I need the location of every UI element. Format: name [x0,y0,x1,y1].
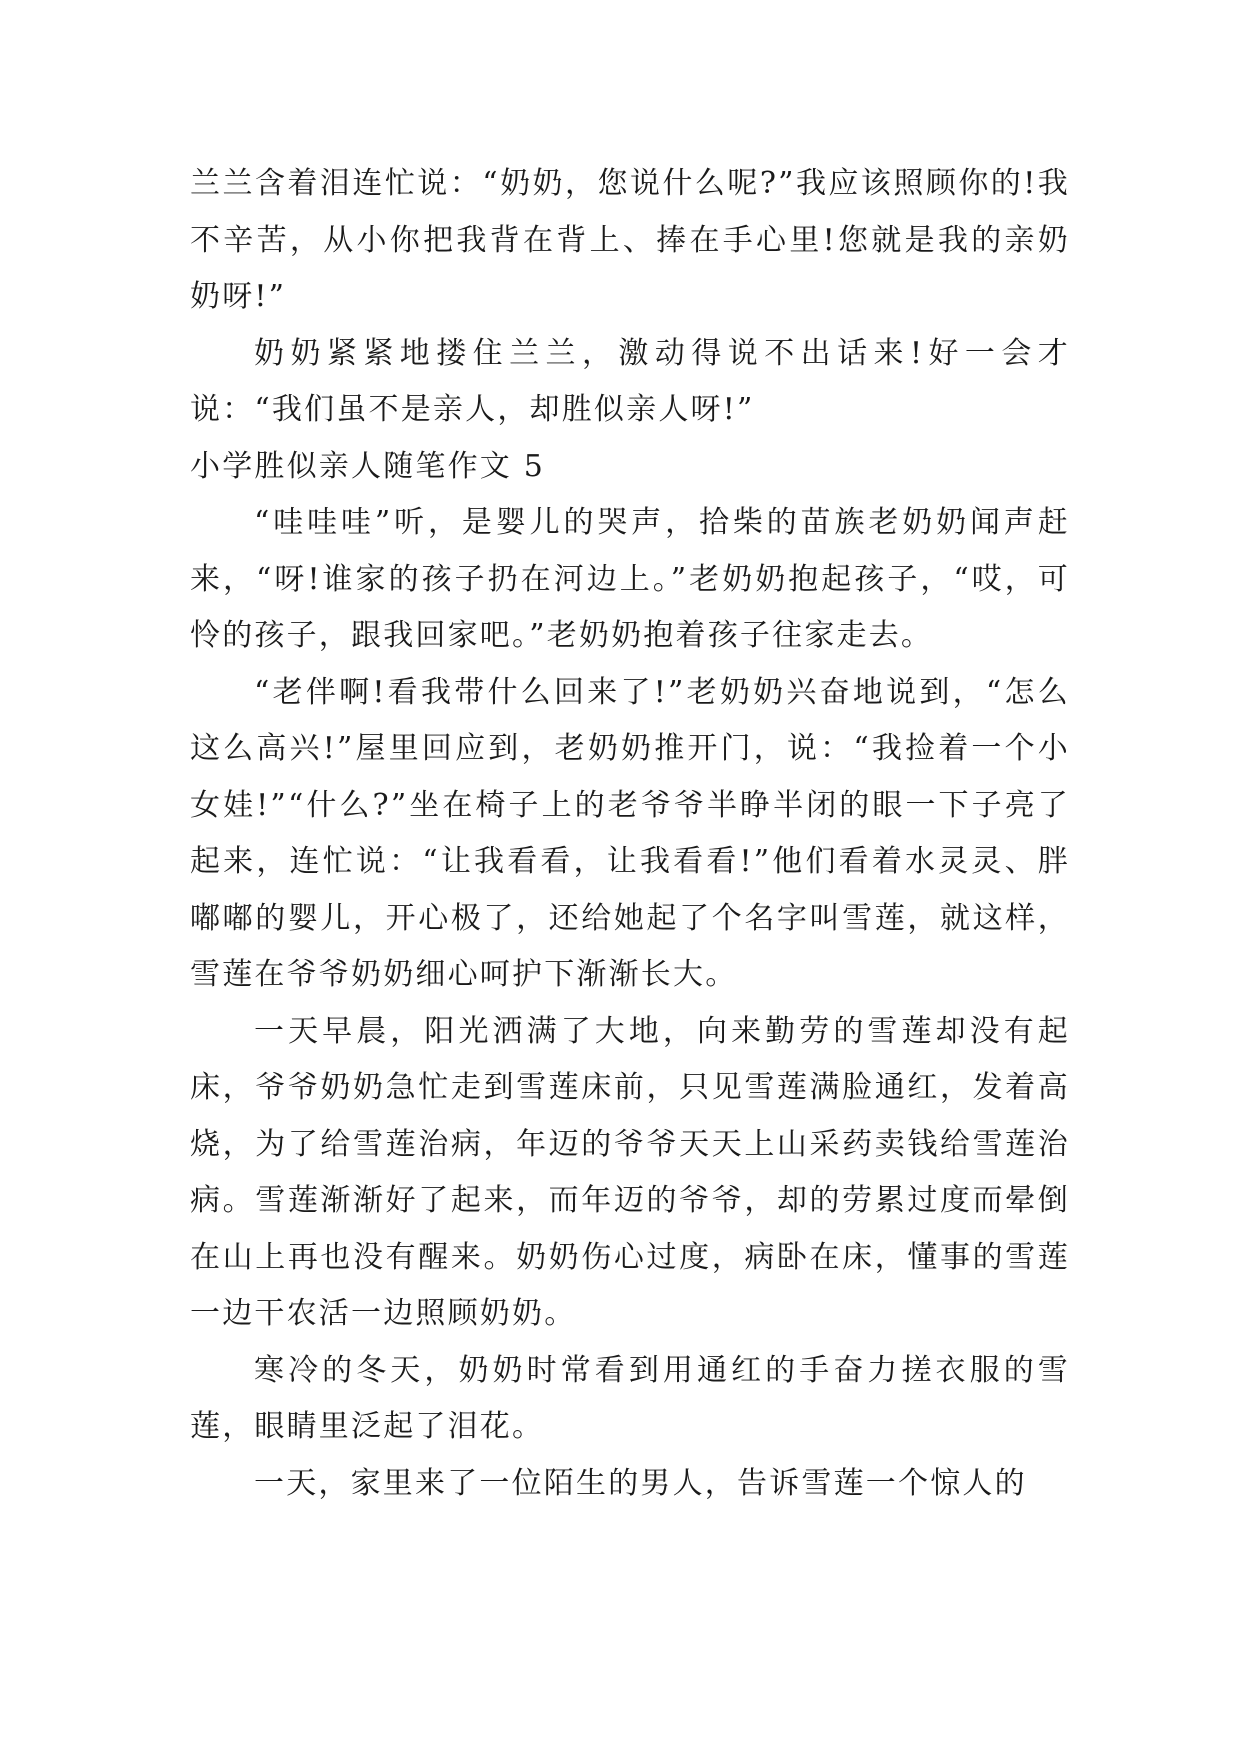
paragraph-4: “老伴啊!看我带什么回来了!”老奶奶兴奋地说到，“怎么这么高兴!”屋里回应到，老奶奶推开门，说：“我捡着一个小女娃!”“什么?”坐在椅子上的老爷爷半睁半闭的眼一下子亮了起来，连忙说：“让我看看，让我看看!”他们看着水灵灵、胖嘟嘟的婴儿，开心极了，还给她起了个名字叫雪莲，就这样，雪莲在爷爷奶奶细心呵护下渐渐长大。 [190,674,1070,992]
paragraph-3: “哇哇哇”听，是婴儿的哭声，拾柴的苗族老奶奶闻声赶来，“呀!谁家的孩子扔在河边上。”老奶奶抱起孩子，“哎，可怜的孩子，跟我回家吧。”老奶奶抱着孩子往家走去。 [190,505,1070,653]
paragraph-7: 一天，家里来了一位陌生的男人，告诉雪莲一个惊人的 [254,1465,1027,1501]
paragraph-2: 奶奶紧紧地搂住兰兰，激动得说不出话来!好一会才说：“我们虽不是亲人，却胜似亲人呀!” [190,335,1070,427]
paragraph-1: 兰兰含着泪连忙说：“奶奶，您说什么呢?”我应该照顾你的!我不辛苦，从小你把我背在背上、捧在手心里!您就是我的亲奶奶呀!” [190,166,1070,314]
paragraph-6: 寒冷的冬天，奶奶时常看到用通红的手奋力搓衣服的雪莲，眼睛里泛起了泪花。 [190,1352,1070,1444]
document-body [190,156,1070,1512]
section-heading: 小学胜似亲人随笔作文 5 [190,448,546,484]
paragraph-5: 一天早晨，阳光洒满了大地，向来勤劳的雪莲却没有起床，爷爷奶奶急忙走到雪莲床前，只见雪莲满脸通红，发着高烧，为了给雪莲治病，年迈的爷爷天天上山采药卖钱给雪莲治病。雪莲渐渐好了起来，而年迈的爷爷，却的劳累过度而晕倒在山上再也没有醒来。奶奶伤心过度，病卧在床，懂事的雪莲一边干农活一边照顾奶奶。 [190,1013,1070,1331]
